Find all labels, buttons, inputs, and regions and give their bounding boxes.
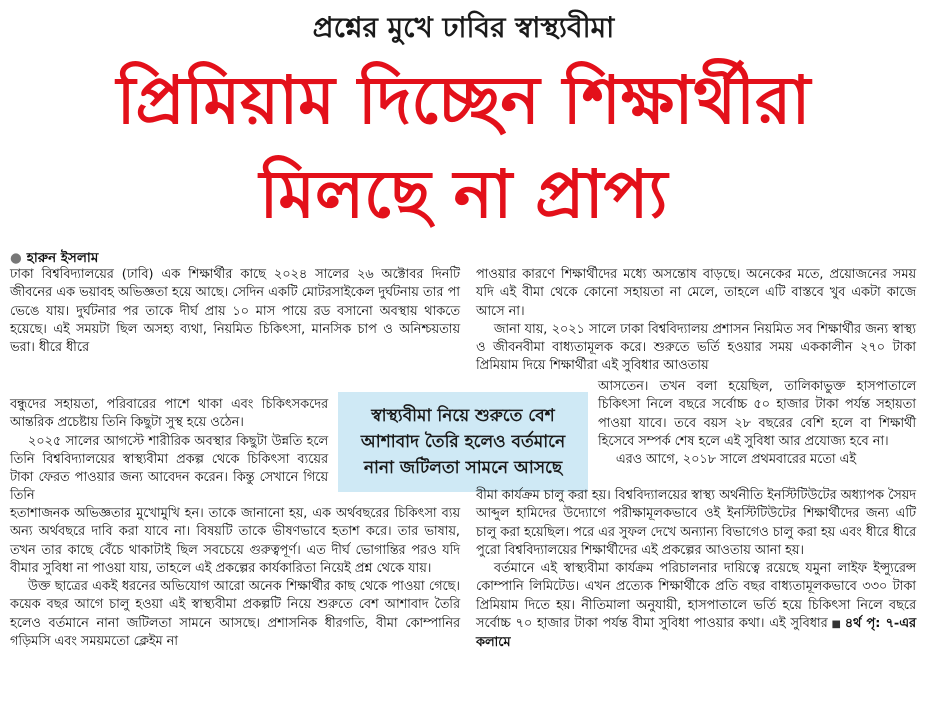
article-right-column-top (476, 266, 916, 376)
article-left-column-top (10, 266, 460, 357)
article-left-column-bottom (10, 505, 460, 651)
pull-quote-box (338, 392, 588, 492)
paragraph: পাওয়ার কারণে শিক্ষার্থীদের মধ্যে অসন্তোষ বাড়ছে। অনেকের মতে, প্রয়োজনের সময় যদি এই বীমা থেকে কোনো সহায়তা না মেলে, তাহলে এটি বাস্তবে খুব একটা কাজে আসে না। (476, 267, 916, 319)
paragraph: ঢাকা বিশ্ববিদ্যালয়ের (ঢাবি) এক শিক্ষার্থীর কাছে ২০২৪ সালের ২৬ অক্টোবর দিনটি জীবনের এক ভয়াবহ অভিজ্ঞতা হয়ে আছে। সেদিন একটি মোটরসাইকেল দুর্ঘটনায় তার পা ভেঙে যায়। দুর্ঘটনার পর তাকে দীর্ঘ প্রায় ১০ মাস পায়ে রড বসানো অবস্থায় থাকতে হয়েছে। এই সময়টা ছিল অসহ্য ব্যথা, নিয়মিত চিকিৎসা, মানসিক চাপ ও অনিশ্চয়তায় ভরা। ধীরে ধীরে (10, 267, 460, 356)
paragraph: উক্ত ছাত্রের একই ধরনের অভিযোগ আরো অনেক শিক্ষার্থীর কাছ থেকে পাওয়া গেছে। কয়েক বছর আগে চালু হওয়া এই স্বাস্থ্যবীমা প্রকল্পটি নিয়ে শুরুতে বেশ আশাবাদ তৈরি হলেও বর্তমানে নানা জটিলতা সামনে আসছে। প্রশাসনিক ধীরগতি, বীমা কোম্পানির গড়িমসি এবং সময়মতো ক্লেইম না (10, 579, 460, 650)
headline-line-1: প্রিমিয়াম দিচ্ছেন শিক্ষার্থীরা (116, 62, 811, 139)
paragraph: বন্ধুদের সহায়তা, পরিবারের পাশে থাকা এবং চিকিৎসকদের আন্তরিক প্রচেষ্টায় তিনি কিছুটা সুস্থ হয়ে ওঠেন। (10, 397, 328, 431)
paragraph: আসতেন। তখন বলা হয়েছিল, তালিকাভুক্ত হাসপাতালে চিকিৎসা নিলে বছরে সর্বোচ্চ ৫০ হাজার টাকা পর্যন্ত সহায়তা পাওয়া যাবে। তবে বয়স ২৮ বছরের বেশি হলে বা শিক্ষার্থী হিসেবে সম্পর্ক শেষ হলে এই সুবিধা আর প্রযোজ্য হবে না। (598, 379, 916, 449)
article-left-column-middle (10, 396, 328, 506)
pull-quote-text: স্বাস্থ্যবীমা নিয়ে শুরুতে বেশ আশাবাদ তৈরি হলেও বর্তমানে নানা জটিলতা সামনে আসছে (360, 406, 566, 478)
paragraph: বীমা কার্যক্রম চালু করা হয়। বিশ্ববিদ্যালয়ের স্বাস্থ্য অর্থনীতি ইনস্টিটিউটের অধ্যাপক সৈয়দ আব্দুল হামিদের উদ্যোগে পরীক্ষামূলকভাবে ওই ইনস্টিটিউটের শিক্ষার্থীদের জন্য এটি চালু করা হয়েছিল। পরে এর সুফল দেখে অন্যান্য বিভাগেও চালু করা হয় এবং ধীরে ধীরে পুরো বিশ্ববিদ্যালয়ের শিক্ষার্থীদের এই প্রকল্পের আওতায় আনা হয়। (476, 488, 916, 558)
headline-line-2: মিলছে না প্রাপ্য (259, 156, 668, 233)
paragraph-with-jump (476, 560, 916, 652)
paragraph: এরও আগে, ২০১৮ সালে প্রথমবারের মতো এই (615, 452, 857, 468)
kicker: প্রশ্নের মুখে ঢাবির স্বাস্থ্যবীমা (312, 11, 615, 44)
page-jump-label: ৪র্থ পৃ: ৭-এর কলামে (476, 616, 916, 651)
paragraph: ২০২৫ সালের আগস্টে শারীরিক অবস্থার কিছুটা উন্নতি হলে তিনি বিশ্ববিদ্যালয়ের স্বাস্থ্যবীমা প্রকল্প থেকে চিকিৎসা ব্যয়ের টাকা ফেরত পাওয়ার জন্য আবেদন করেন। কিন্তু সেখানে গিয়ে তিনি (10, 433, 328, 504)
byline-author: হারুন ইসলাম (26, 250, 99, 266)
bullet-icon: ● (10, 250, 22, 266)
paragraph: জানা যায়, ২০২১ সালে ঢাকা বিশ্ববিদ্যালয় প্রশাসন নিয়মিত সব শিক্ষার্থীর জন্য স্বাস্থ্য ও জীবনবীমা বাধ্যতামূলক করে। শুরুতে ভর্তি হওয়ার সময় এককালীন ২৭০ টাকা প্রিমিয়াম দিয়ে শিক্ষার্থীরা এই সুবিধার আওতায় (476, 321, 916, 374)
paragraph: হতাশাজনক অভিজ্ঞতার মুখোমুখি হন। তাকে জানানো হয়, এক অর্থবছরের চিকিৎসা ব্যয় অন্য অর্থবছরে দাবি করা যাবে না। বিষয়টি তাকে ভীষণভাবে হতাশ করে। তার ভাষায়, তখন তার কাছে বেঁচে থাকাটাই ছিল সবচেয়ে গুরুত্বপূর্ণ। এত দীর্ঘ ভোগান্তির পরও যদি বীমার সুবিধা না পাওয়া যায়, তাহলে এই প্রকল্পের কার্যকারিতা নিয়েই প্রশ্ন থেকে যায়। (10, 506, 460, 576)
headline (0, 54, 927, 242)
article-right-column-bottom (476, 487, 916, 653)
jump-arrow-icon: ■ (830, 619, 842, 631)
article-right-column-middle (598, 378, 916, 469)
paragraph: বর্তমানে এই স্বাস্থ্যবীমা কার্যক্রম পরিচালনার দায়িত্বে রয়েছে যমুনা লাইফ ইন্স্যুরেন্স কোম্পানি লিমিটেড। এখন প্রত্যেক শিক্ষার্থীকে প্রতি বছর বাধ্যতামূলকভাবে ৩৩০ টাকা প্রিমিয়াম দিতে হয়। নীতিমালা অনুযায়ী, হাসপাতালে ভর্তি হয়ে চিকিৎসা নিলে বছরে সর্বোচ্চ ৭০ হাজার টাকা পর্যন্ত বীমা সুবিধা পাওয়ার কথা। এই সুবিধার (476, 561, 916, 632)
